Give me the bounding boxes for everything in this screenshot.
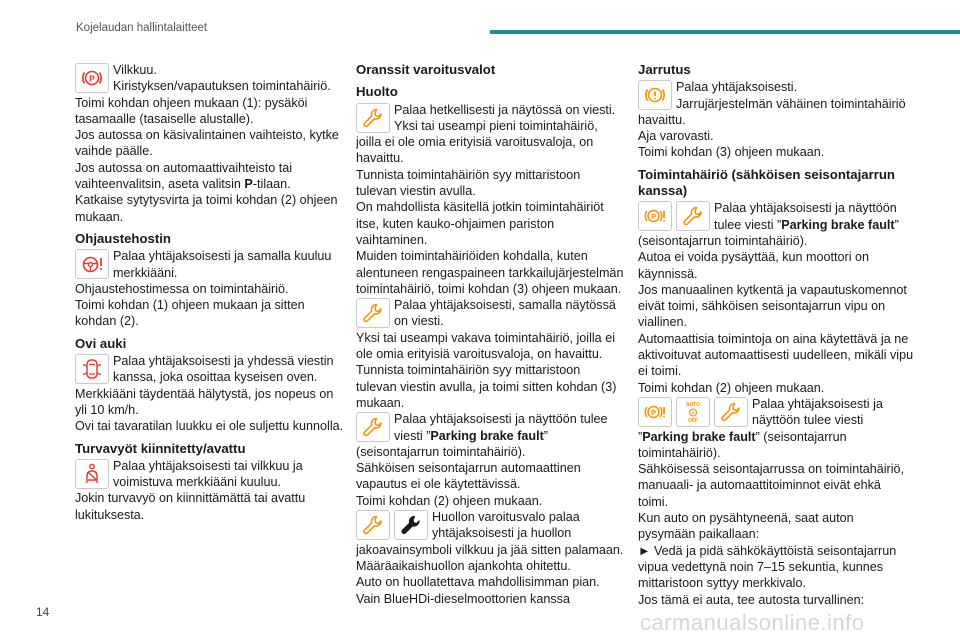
service-block-2 xyxy=(356,297,624,330)
parking-brake-red-icon xyxy=(75,63,109,93)
brakes-lead: Palaa yhtäjaksoisesti. xyxy=(676,80,798,95)
service-text-1: Yksi tai useampi pieni toimintahäiriö, joilla ei ole omia erityisiä varoitusvaloja, on havaittu. xyxy=(356,118,598,166)
door-block xyxy=(75,353,347,386)
wrench-orange-icon xyxy=(356,510,390,540)
epb-block-1 xyxy=(638,200,914,249)
steering-text-1: Ohjaustehostimessa on toimintahäiriö. xyxy=(75,281,289,296)
epb-heading: Toimintahäiriö (sähköisen seisontajarrun kanssa) xyxy=(638,166,895,199)
wrench-orange-icon xyxy=(356,412,390,442)
door-heading: Ovi auki xyxy=(75,335,127,351)
steering-lead: Palaa yhtäjaksoisesti ja samalla kuuluu merkkiääni. xyxy=(113,249,332,280)
blink-line-1: Vilkkuu. xyxy=(113,63,157,77)
svg-text:P: P xyxy=(691,410,695,416)
wrench-orange-icon xyxy=(356,103,390,133)
brakes-text-1: Jarrujärjestelmän vähäinen toimintahäiriö havaittu. xyxy=(638,96,906,127)
auto-off-icon xyxy=(676,397,710,427)
wrench-orange-icon xyxy=(356,298,390,328)
watermark: carmanualsonline.info xyxy=(640,610,865,635)
door-text-2: Ovi tai tavaratilan luukku ei ole suljettu kunnolla. xyxy=(75,419,344,434)
header-accent-bar xyxy=(490,30,960,34)
column-3 xyxy=(638,62,914,608)
blink-line-2: Kiristyksen/vapautuksen toimintahäiriö. xyxy=(113,79,331,94)
seatbelt-heading: Turvavyöt kiinnitetty/avattu xyxy=(75,440,246,456)
header-title: Kojelaudan hallintalaitteet xyxy=(76,22,208,34)
service-text-4: Muiden toimintahäiriöiden kohdalla, kuten alentuneen rengaspaineen tarkkailujärjestelmän toimintahäiriö, toimi kohdan (3) ohjeen mukaan. xyxy=(356,249,624,296)
service-lead-2: Palaa yhtäjaksoisesti, samalla näytössä on viesti. xyxy=(394,298,616,329)
steering-heading: Ohjaustehostin xyxy=(75,230,171,246)
seatbelt-block xyxy=(75,458,347,491)
steering-block xyxy=(75,248,347,281)
epb-lead-1: Palaa yhtäjaksoisesti ja näyttöön tulee viesti ”Parking brake fault” (seisontajarrun toimintahäiriö). xyxy=(638,201,899,248)
service-text-10: Auto on huollatettava mahdollisimman pian. xyxy=(356,575,600,590)
epb-block-2 xyxy=(638,396,914,461)
epb-text-6: Kun auto on pysähtyneenä, saat auton pysymään paikallaan: xyxy=(638,511,854,542)
epb-text-7: ► Vedä ja pidä sähkökäyttöistä seisontajarrun vipua vedettynä noin 7–15 sekuntia, kunnes mittaristoon syttyy merkkivalo. xyxy=(638,543,897,591)
service-text-5: Yksi tai useampi vakava toimintahäiriö, joilla ei ole omia erityisiä varoitusvaloja, on havaittu. xyxy=(356,330,615,362)
seatbelt-text-1: Jokin turvavyö on kiinnittämättä tai avattu lukituksesta. xyxy=(75,491,306,522)
seatbelt-icon xyxy=(75,459,109,489)
brake-warning-orange-icon xyxy=(638,80,672,110)
service-text-8: Toimi kohdan (2) ohjeen mukaan. xyxy=(356,493,543,508)
svg-text:P: P xyxy=(650,407,657,417)
service-text-7: Sähköisen seisontajarrun automaattinen vapautus ei ole käytettävissä. xyxy=(356,461,581,492)
svg-text:AUTO: AUTO xyxy=(685,401,701,408)
blink-text-2: Jos autossa on käsivalintainen vaihteisto, kytke vaihde päälle. xyxy=(75,128,339,159)
svg-text:P: P xyxy=(650,212,657,222)
blink-block xyxy=(75,62,347,95)
service-block-3 xyxy=(356,411,624,460)
wrench-orange-icon xyxy=(676,201,710,231)
service-text-2: Tunnista toimintahäiriön syy mittaristoon tulevan viestin avulla. xyxy=(356,167,581,199)
service-block-4 xyxy=(356,509,624,558)
steering-text-2: Toimi kohdan (1) ohjeen mukaan ja sitten kohdan (2). xyxy=(75,298,305,329)
epb-text-3: Automaattisia toimintoja on aina käytettävä ja ne aktivoituvat automaattisesti uudelleen, mikäli vipu ei toimi. xyxy=(638,331,914,379)
service-heading: Huolto xyxy=(356,84,398,100)
door-open-icon xyxy=(75,354,109,384)
door-text-1: Merkkiääni täydentää hälytystä, jos nopeus on yli 10 km/h. xyxy=(75,386,334,417)
epb-text-1: Autoa ei voida pysäyttää, kun moottori on käynnissä. xyxy=(638,250,870,281)
epb-text-2: Jos manuaalinen kytkentä ja vapautuskomennot eivät toimi, sähköisen seisontajarrun vipu on viallinen. xyxy=(638,282,907,330)
svg-text:P: P xyxy=(89,73,95,84)
epb-text-5: Sähköisessä seisontajarrussa on toimintahäiriö, manuaali- ja automaattitoiminnot eivät ehkä toimi. xyxy=(638,462,905,509)
service-text-3: On mahdollista käsitellä jotkin toimintahäiriöt itse, kuten kauko-ohjaimen pariston vaihtaminen. xyxy=(356,200,604,247)
column-2 xyxy=(356,62,624,607)
page-number: 14 xyxy=(36,605,50,619)
epb-text-8: Jos tämä ei auta, tee autosta turvallinen: xyxy=(638,592,865,607)
parking-brake-orange-icon xyxy=(638,397,672,427)
wrench-black-icon xyxy=(394,510,428,540)
brakes-heading: Jarrutus xyxy=(638,62,691,77)
brakes-text-3: Toimi kohdan (3) ohjeen mukaan. xyxy=(638,145,825,160)
epb-text-4: Toimi kohdan (2) ohjeen mukaan. xyxy=(638,380,825,395)
wrench-orange-icon xyxy=(714,397,748,427)
service-text-11: Vain BlueHDi-dieselmoottorien kanssa xyxy=(356,591,570,606)
service-block-1 xyxy=(356,102,624,167)
service-lead-3: Palaa yhtäjaksoisesti ja näyttöön tulee viesti ”Parking brake fault” (seisontajarrun toimintahäiriö). xyxy=(356,412,608,459)
door-lead: Palaa yhtäjaksoisesti ja yhdessä viestin kanssa, joka osoittaa kyseisen oven. xyxy=(113,354,334,385)
blink-text-1: Toimi kohdan ohjeen mukaan (1): pysäköi tasamaalle (tasaiselle alustalle). xyxy=(75,95,308,126)
brakes-text-2: Aja varovasti. xyxy=(638,129,714,144)
brakes-block xyxy=(638,79,914,128)
svg-text:OFF: OFF xyxy=(688,417,698,424)
orange-lights-heading: Oranssit varoitusvalot xyxy=(356,62,496,77)
parking-brake-orange-icon xyxy=(638,201,672,231)
blink-text-3: Jos autossa on automaattivaihteisto tai vaihteenvalitsin, aseta valitsin P-tilaan. xyxy=(75,160,293,192)
epb-lead-2: Palaa yhtäjaksoisesti ja näyttöön tulee viesti ”Parking brake fault” (seisontajarrun toimintahäiriö). xyxy=(638,396,883,460)
service-lead-4: Huollon varoitusvalo palaa yhtäjaksoisesti ja huollon jakoavainsymboli vilkkuu ja jää sitten palamaan. xyxy=(356,510,624,557)
service-text-6: Tunnista toimintahäiriön syy mittaristoon tulevan viestin avulla, ja toimi sitten kohdan (3) mukaan. xyxy=(356,363,617,410)
service-lead-1: Palaa hetkellisesti ja näytössä on viesti. xyxy=(394,102,616,117)
blink-text-4: Katkaise sytytysvirta ja toimi kohdan (2) ohjeen mukaan. xyxy=(75,193,338,224)
column-1 xyxy=(75,62,347,523)
seatbelt-lead: Palaa yhtäjaksoisesti tai vilkkuu ja voimistuva merkkiääni kuuluu. xyxy=(113,458,303,490)
steering-wheel-warning-icon xyxy=(75,249,109,279)
service-text-9: Määräaikaishuollon ajankohta ohitettu. xyxy=(356,558,571,573)
